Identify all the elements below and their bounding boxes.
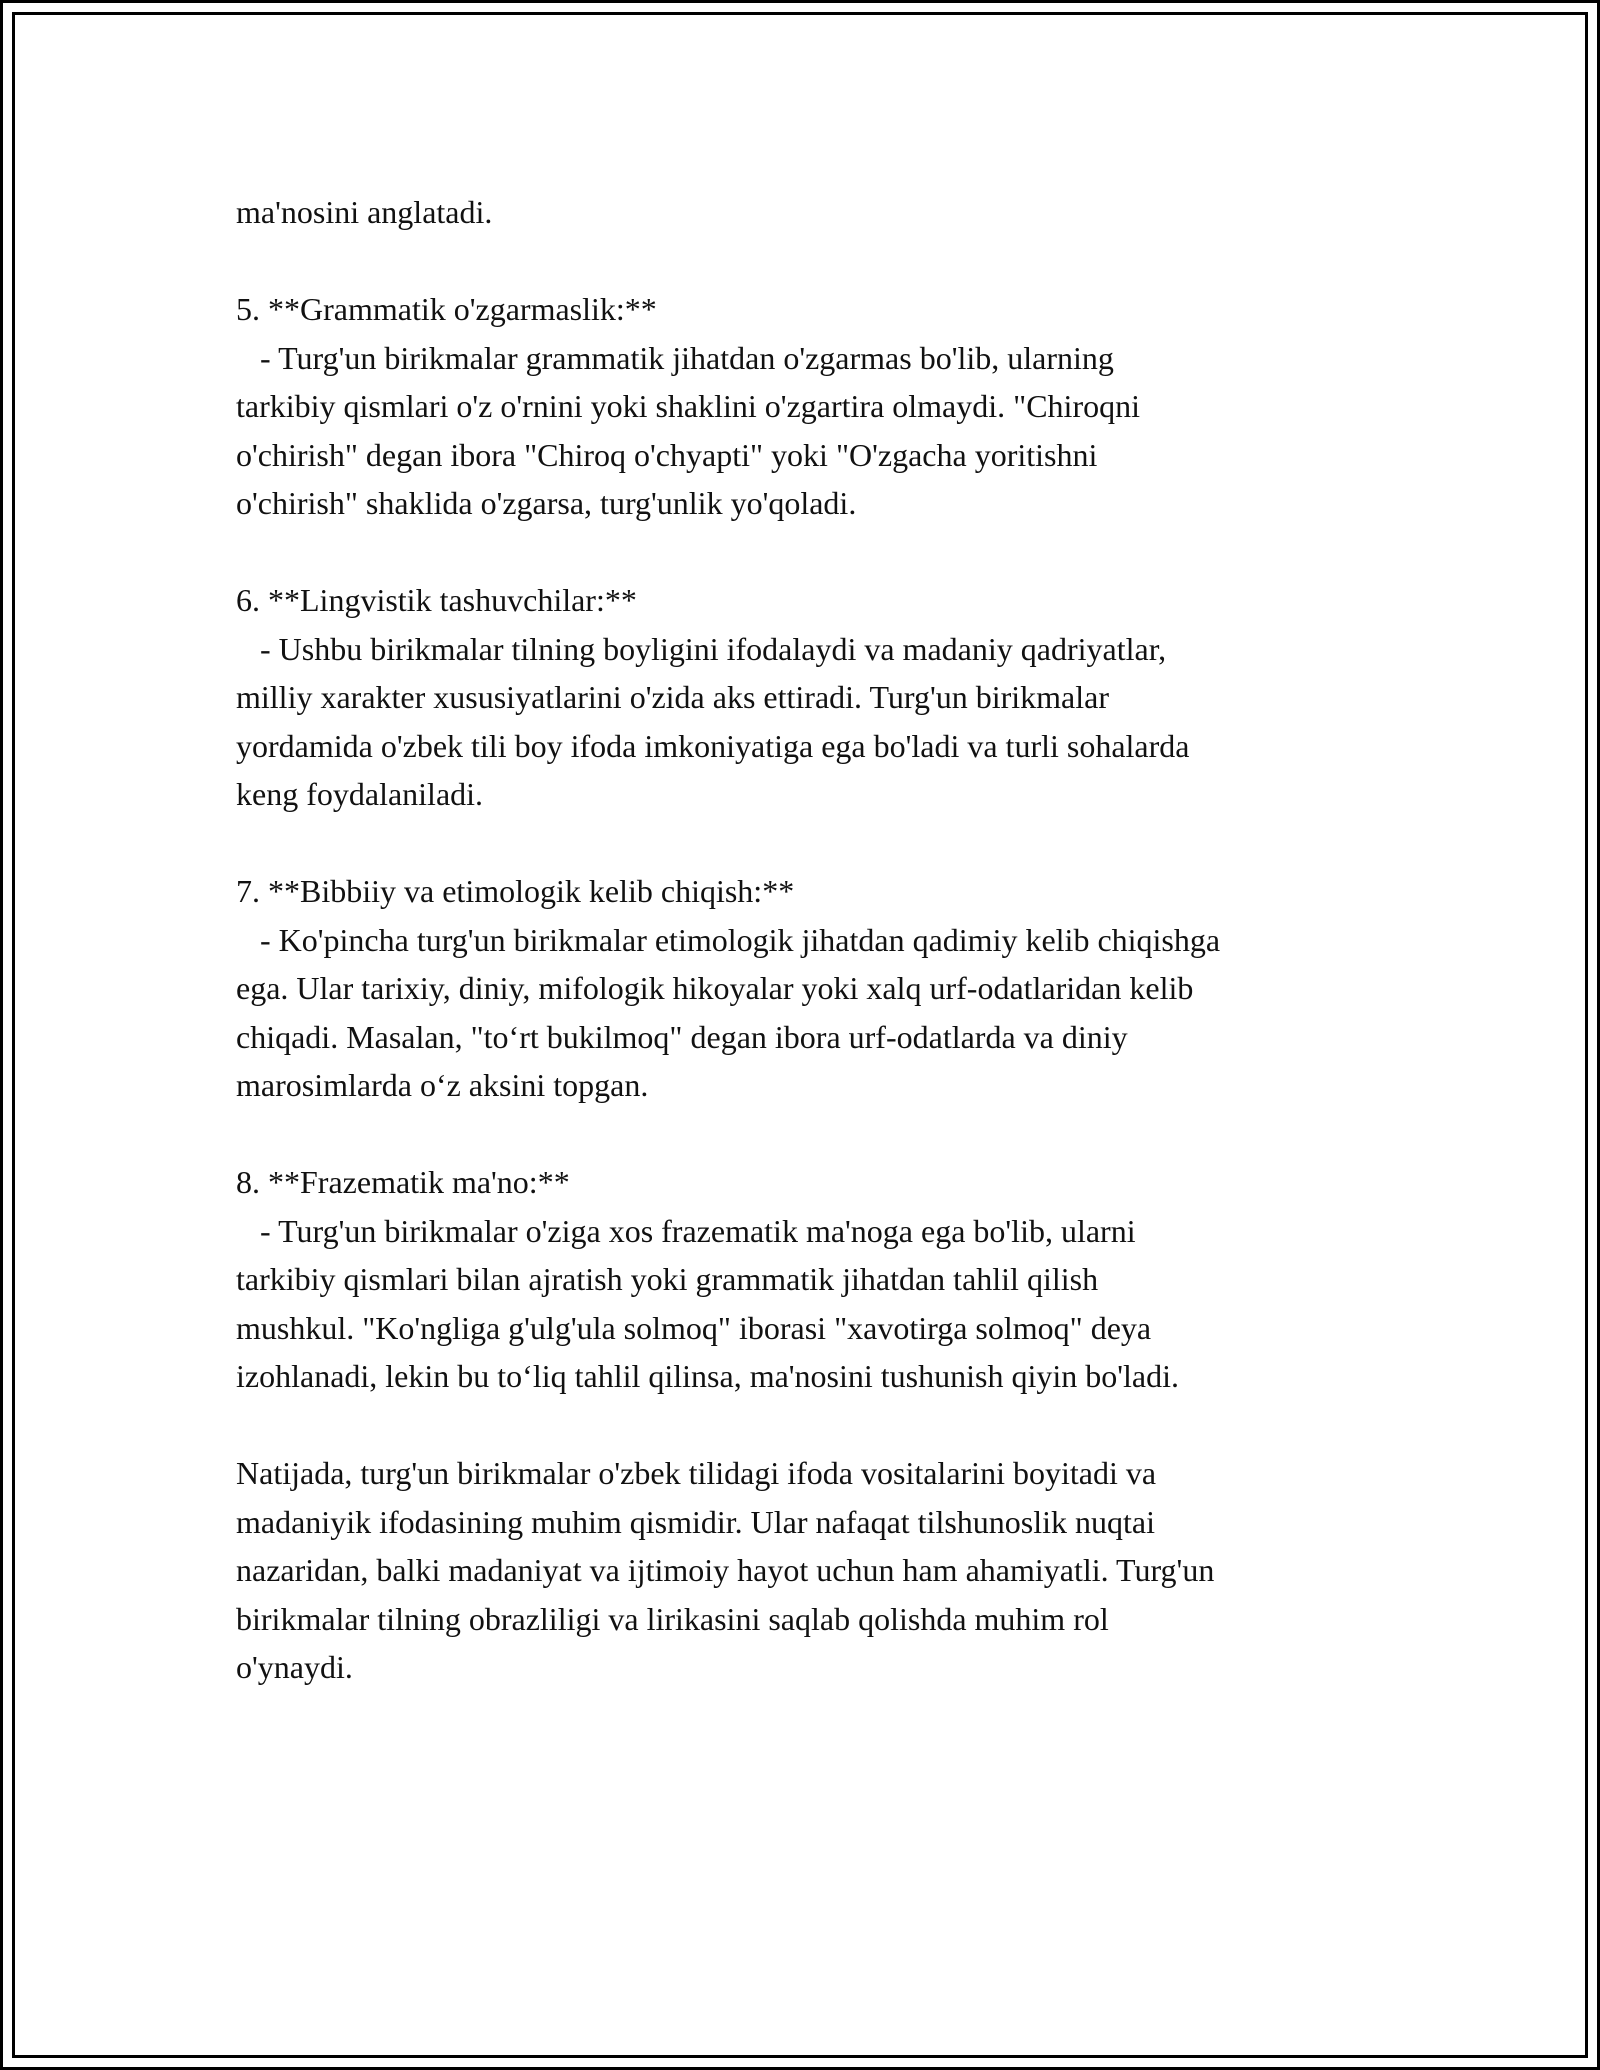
conclusion-line: o'ynaydi. bbox=[236, 1649, 353, 1685]
paragraph-gap bbox=[236, 1110, 1416, 1159]
section-text-line: o'chirish" shaklida o'zgarsa, turg'unlik yo'qoladi. bbox=[236, 485, 857, 521]
section-text-line: tarkibiy qismlari bilan ajratish yoki grammatik jihatdan tahlil qilish bbox=[236, 1261, 1099, 1297]
section-heading: 6. **Lingvistik tashuvchilar:** bbox=[236, 582, 637, 618]
section-6 bbox=[236, 576, 1416, 819]
section-text-line: yordamida o'zbek tili boy ifoda imkoniyatiga ega bo'ladi va turli sohalarda bbox=[236, 727, 1190, 764]
section-text-line: ega. Ular tarixiy, diniy, mifologik hikoyalar yoki xalq urf-odatlaridan kelib bbox=[236, 970, 1194, 1006]
conclusion-line: nazaridan, balki madaniyat va ijtimoiy hayot uchun ham ahamiyatli. Turg'un bbox=[236, 1552, 1215, 1588]
section-text-line: mushkul. "Ko'ngliga g'ulg'ula solmoq" iborasi "xavotirga solmoq" deya bbox=[236, 1309, 1152, 1346]
section-heading: 5. **Grammatik o'zgarmaslik:** bbox=[236, 291, 657, 327]
section-text-line: keng foydalaniladi. bbox=[236, 776, 484, 812]
section-heading: 7. **Bibbiiy va etimologik kelib chiqish:** bbox=[236, 873, 795, 909]
section-7 bbox=[236, 867, 1416, 1110]
section-text-line: tarkibiy qismlari o'z o'rnini yoki shaklini o'zgartira olmaydi. "Chiroqni bbox=[236, 388, 1140, 424]
section-text-line: - Turg'un birikmalar o'ziga xos frazematik ma'noga ega bo'lib, ularni bbox=[236, 1212, 1136, 1249]
section-text-line: - Ushbu birikmalar tilning boyligini ifodalaydi va madaniy qadriyatlar, bbox=[236, 630, 1167, 667]
section-text-line: milliy xarakter xususiyatlarini o'zida aks ettiradi. Turg'un birikmalar bbox=[236, 679, 1109, 715]
document-body bbox=[236, 188, 1416, 1692]
conclusion-line: madaniyik ifodasining muhim qismidir. Ular nafaqat tilshunoslik nuqtai bbox=[236, 1503, 1155, 1540]
section-text-line: o'chirish" degan ibora "Chiroq o'chyapti" yoki "O'zgacha yoritishni bbox=[236, 436, 1098, 473]
section-8 bbox=[236, 1158, 1416, 1401]
section-text-line: - Turg'un birikmalar grammatik jihatdan o'zgarmas bo'lib, ularning bbox=[236, 339, 1114, 376]
conclusion-paragraph bbox=[236, 1449, 1416, 1692]
conclusion-line: birikmalar tilning obrazliligi va lirikasini saqlab qolishda muhim rol bbox=[236, 1600, 1109, 1637]
section-text-line: - Ko'pincha turg'un birikmalar etimologik jihatdan qadimiy kelib chiqishga bbox=[236, 921, 1221, 958]
conclusion-line: Natijada, turg'un birikmalar o'zbek tilidagi ifoda vositalarini boyitadi va bbox=[236, 1455, 1157, 1491]
section-5 bbox=[236, 285, 1416, 528]
paragraph-gap bbox=[236, 819, 1416, 868]
section-text-line: izohlanadi, lekin bu to‘liq tahlil qilinsa, ma'nosini tushunish qiyin bo'ladi. bbox=[236, 1358, 1179, 1394]
section-text-line: marosimlarda o‘z aksini topgan. bbox=[236, 1067, 649, 1103]
section-heading: 8. **Frazematik ma'no:** bbox=[236, 1164, 570, 1200]
section-text-line: chiqadi. Masalan, "to‘rt bukilmoq" degan ibora urf-odatlarda va diniy bbox=[236, 1018, 1128, 1055]
paragraph-gap bbox=[236, 528, 1416, 577]
paragraph-gap bbox=[236, 237, 1416, 286]
intro-line: ma'nosini anglatadi. bbox=[236, 194, 493, 230]
paragraph-gap bbox=[236, 1401, 1416, 1450]
